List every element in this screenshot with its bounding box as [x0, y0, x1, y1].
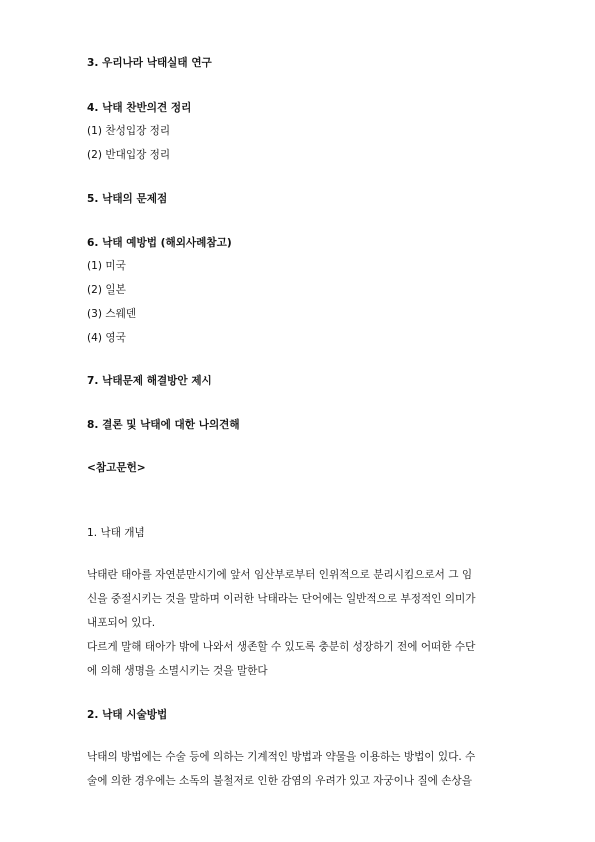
toc-item-4-1: (1) 찬성입장 정리 [87, 125, 171, 137]
toc-item-8: 8. 결론 및 낙태에 대한 나의견해 [87, 419, 240, 431]
section-2-heading: 2. 낙태 시술방법 [87, 709, 168, 721]
toc-item-6-2: (2) 일본 [87, 284, 126, 296]
section-2-line: 낙태의 방법에는 수술 등에 의하는 기계적인 방법과 약물을 이용하는 방법이 있다. 수 [87, 751, 476, 763]
toc-item-4: 4. 낙태 찬반의견 정리 [87, 102, 192, 114]
section-1-body [87, 568, 517, 688]
section-1-line: 낙태란 태아를 자연분만시기에 앞서 임산부로부터 인위적으로 분리시킴으로서 그 임 [87, 569, 473, 581]
toc-item-5: 5. 낙태의 문제점 [87, 193, 168, 205]
section-1-line: 에 의해 생명을 소멸시키는 것을 말한다 [87, 665, 268, 677]
section-2-body [87, 750, 517, 798]
section-1-heading: 1. 낙태 개념 [87, 527, 145, 539]
references-heading: <참고문헌> [87, 462, 146, 474]
section-2-line: 술에 의한 경우에는 소독의 불철저로 인한 감염의 우려가 있고 자궁이나 질에 손상을 [87, 775, 472, 787]
section-1-line: 다르게 말해 태아가 밖에 나와서 생존할 수 있도록 충분히 성장하기 전에 어떠한 수단 [87, 641, 476, 653]
section-1-line: 신을 중절시키는 것을 말하며 이러한 낙태라는 단어에는 일반적으로 부정적인 의미가 [87, 593, 476, 605]
toc-item-4-2: (2) 반대입장 정리 [87, 149, 171, 161]
toc-item-6-1: (1) 미국 [87, 260, 126, 272]
section-1-line: 내포되어 있다. [87, 617, 156, 629]
toc-item-6: 6. 낙태 예방법 (해외사례참고) [87, 237, 232, 249]
toc-item-7: 7. 낙태문제 해결방안 제시 [87, 375, 212, 387]
toc-item-3: 3. 우리나라 낙태실태 연구 [87, 57, 212, 69]
toc-item-6-3: (3) 스웨덴 [87, 308, 137, 320]
toc-item-6-4: (4) 영국 [87, 332, 126, 344]
